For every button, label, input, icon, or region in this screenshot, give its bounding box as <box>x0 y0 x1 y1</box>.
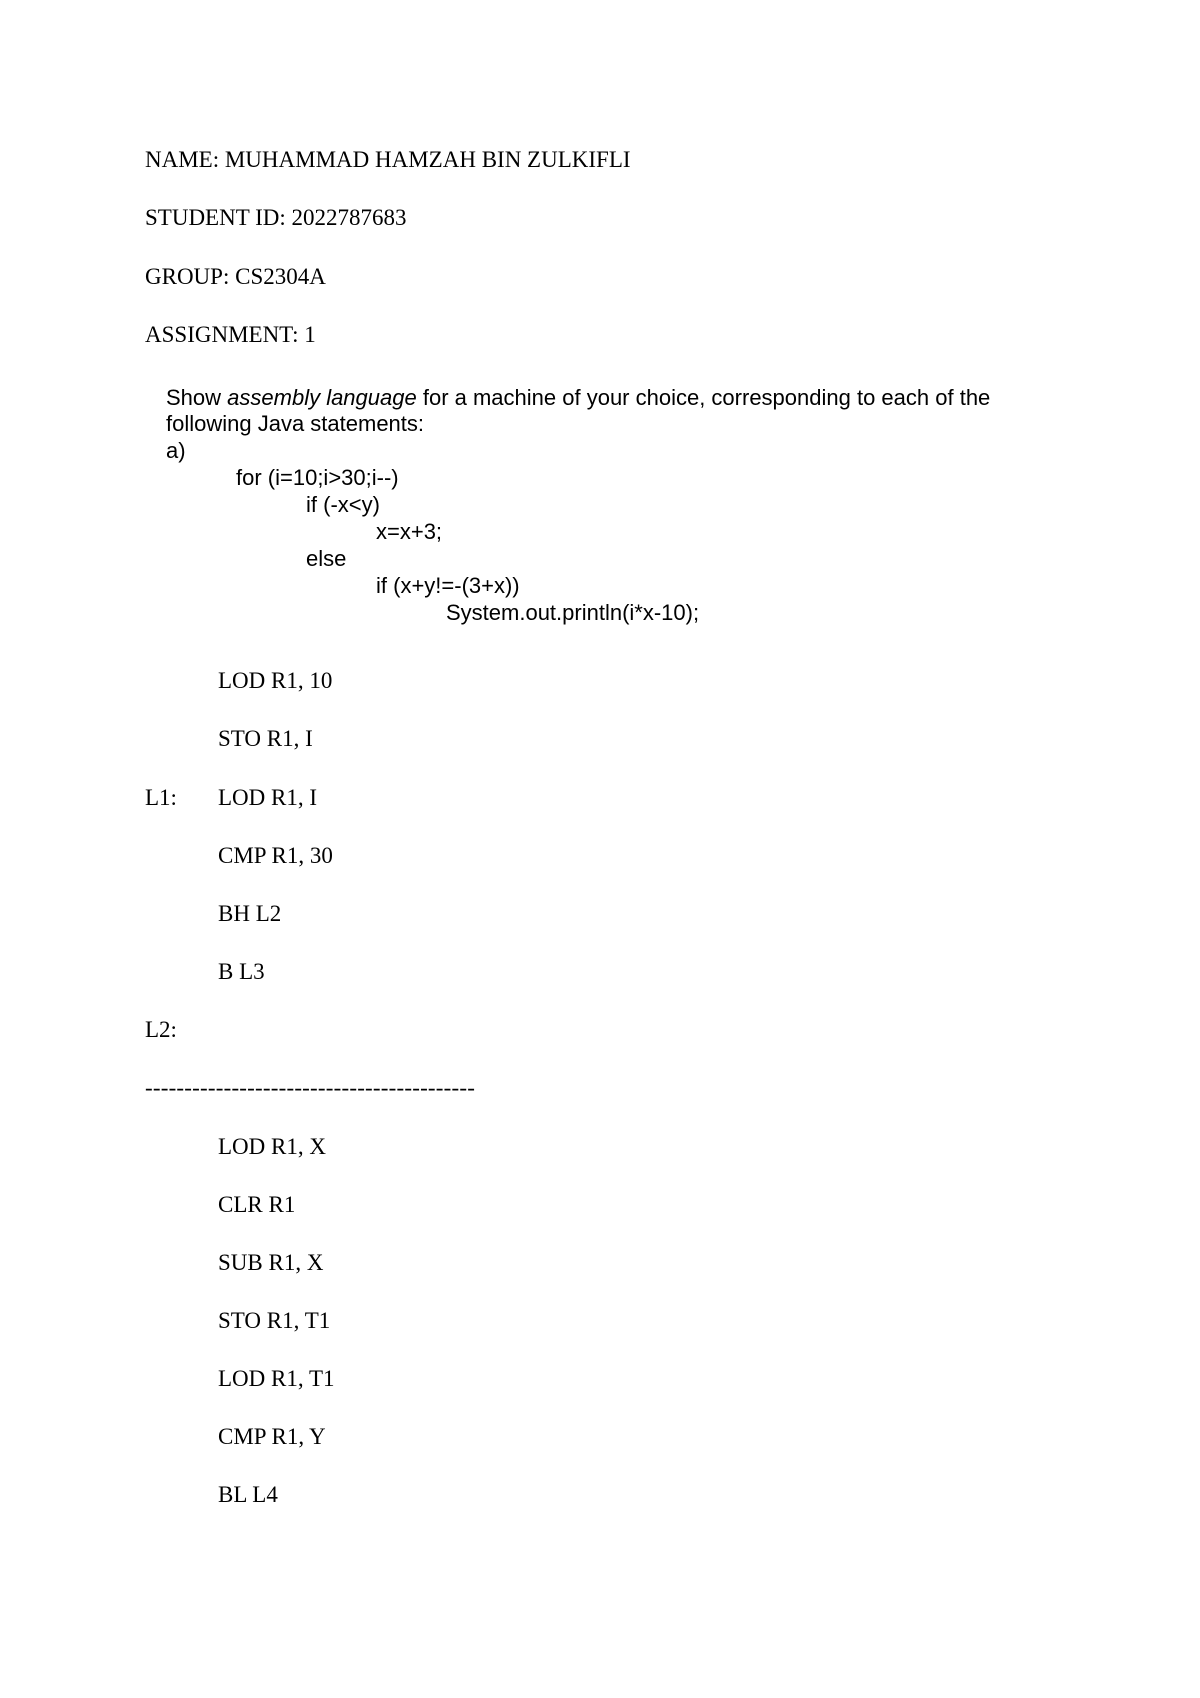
dashed-separator: ------------------------------------------ <box>145 1075 476 1100</box>
asm-label-l2: L2: <box>145 1017 177 1042</box>
asm-line: CMP R1, 30 <box>218 843 333 868</box>
java-line-4: else <box>306 546 347 571</box>
asm-line: LOD R1, I <box>218 785 318 810</box>
question-intro-start: Show <box>166 385 228 410</box>
java-line-5: if (x+y!=-(3+x)) <box>376 573 520 598</box>
asm-line: B L3 <box>218 959 265 984</box>
asm-line: CMP R1, Y <box>218 1424 326 1449</box>
asm-line: CLR R1 <box>218 1192 296 1217</box>
java-line-1: for (i=10;i>30;i--) <box>236 465 399 490</box>
asm-label-l1: L1: <box>145 785 177 810</box>
question-intro-end: for a machine of your choice, corresponding to each of the <box>416 385 991 410</box>
java-line-6: System.out.println(i*x-10); <box>446 600 700 625</box>
asm-line: LOD R1, X <box>218 1134 326 1159</box>
question-intro-line2: following Java statements: <box>166 411 425 436</box>
question-intro-emphasis: assembly language <box>227 385 417 410</box>
student-id: STUDENT ID: 2022787683 <box>145 205 407 230</box>
java-line-3: x=x+3; <box>376 519 443 544</box>
asm-line: LOD R1, 10 <box>218 668 333 693</box>
asm-line: BL L4 <box>218 1482 278 1507</box>
part-label: a) <box>166 438 186 463</box>
asm-line: BH L2 <box>218 901 282 926</box>
asm-line: STO R1, T1 <box>218 1308 331 1333</box>
question-intro <box>166 387 990 409</box>
asm-line: LOD R1, T1 <box>218 1366 335 1391</box>
java-line-2: if (-x<y) <box>306 492 380 517</box>
asm-line: SUB R1, X <box>218 1250 324 1275</box>
assignment-number: ASSIGNMENT: 1 <box>145 322 316 347</box>
asm-line: STO R1, I <box>218 726 313 751</box>
student-name: NAME: MUHAMMAD HAMZAH BIN ZULKIFLI <box>145 147 631 172</box>
group: GROUP: CS2304A <box>145 264 326 289</box>
